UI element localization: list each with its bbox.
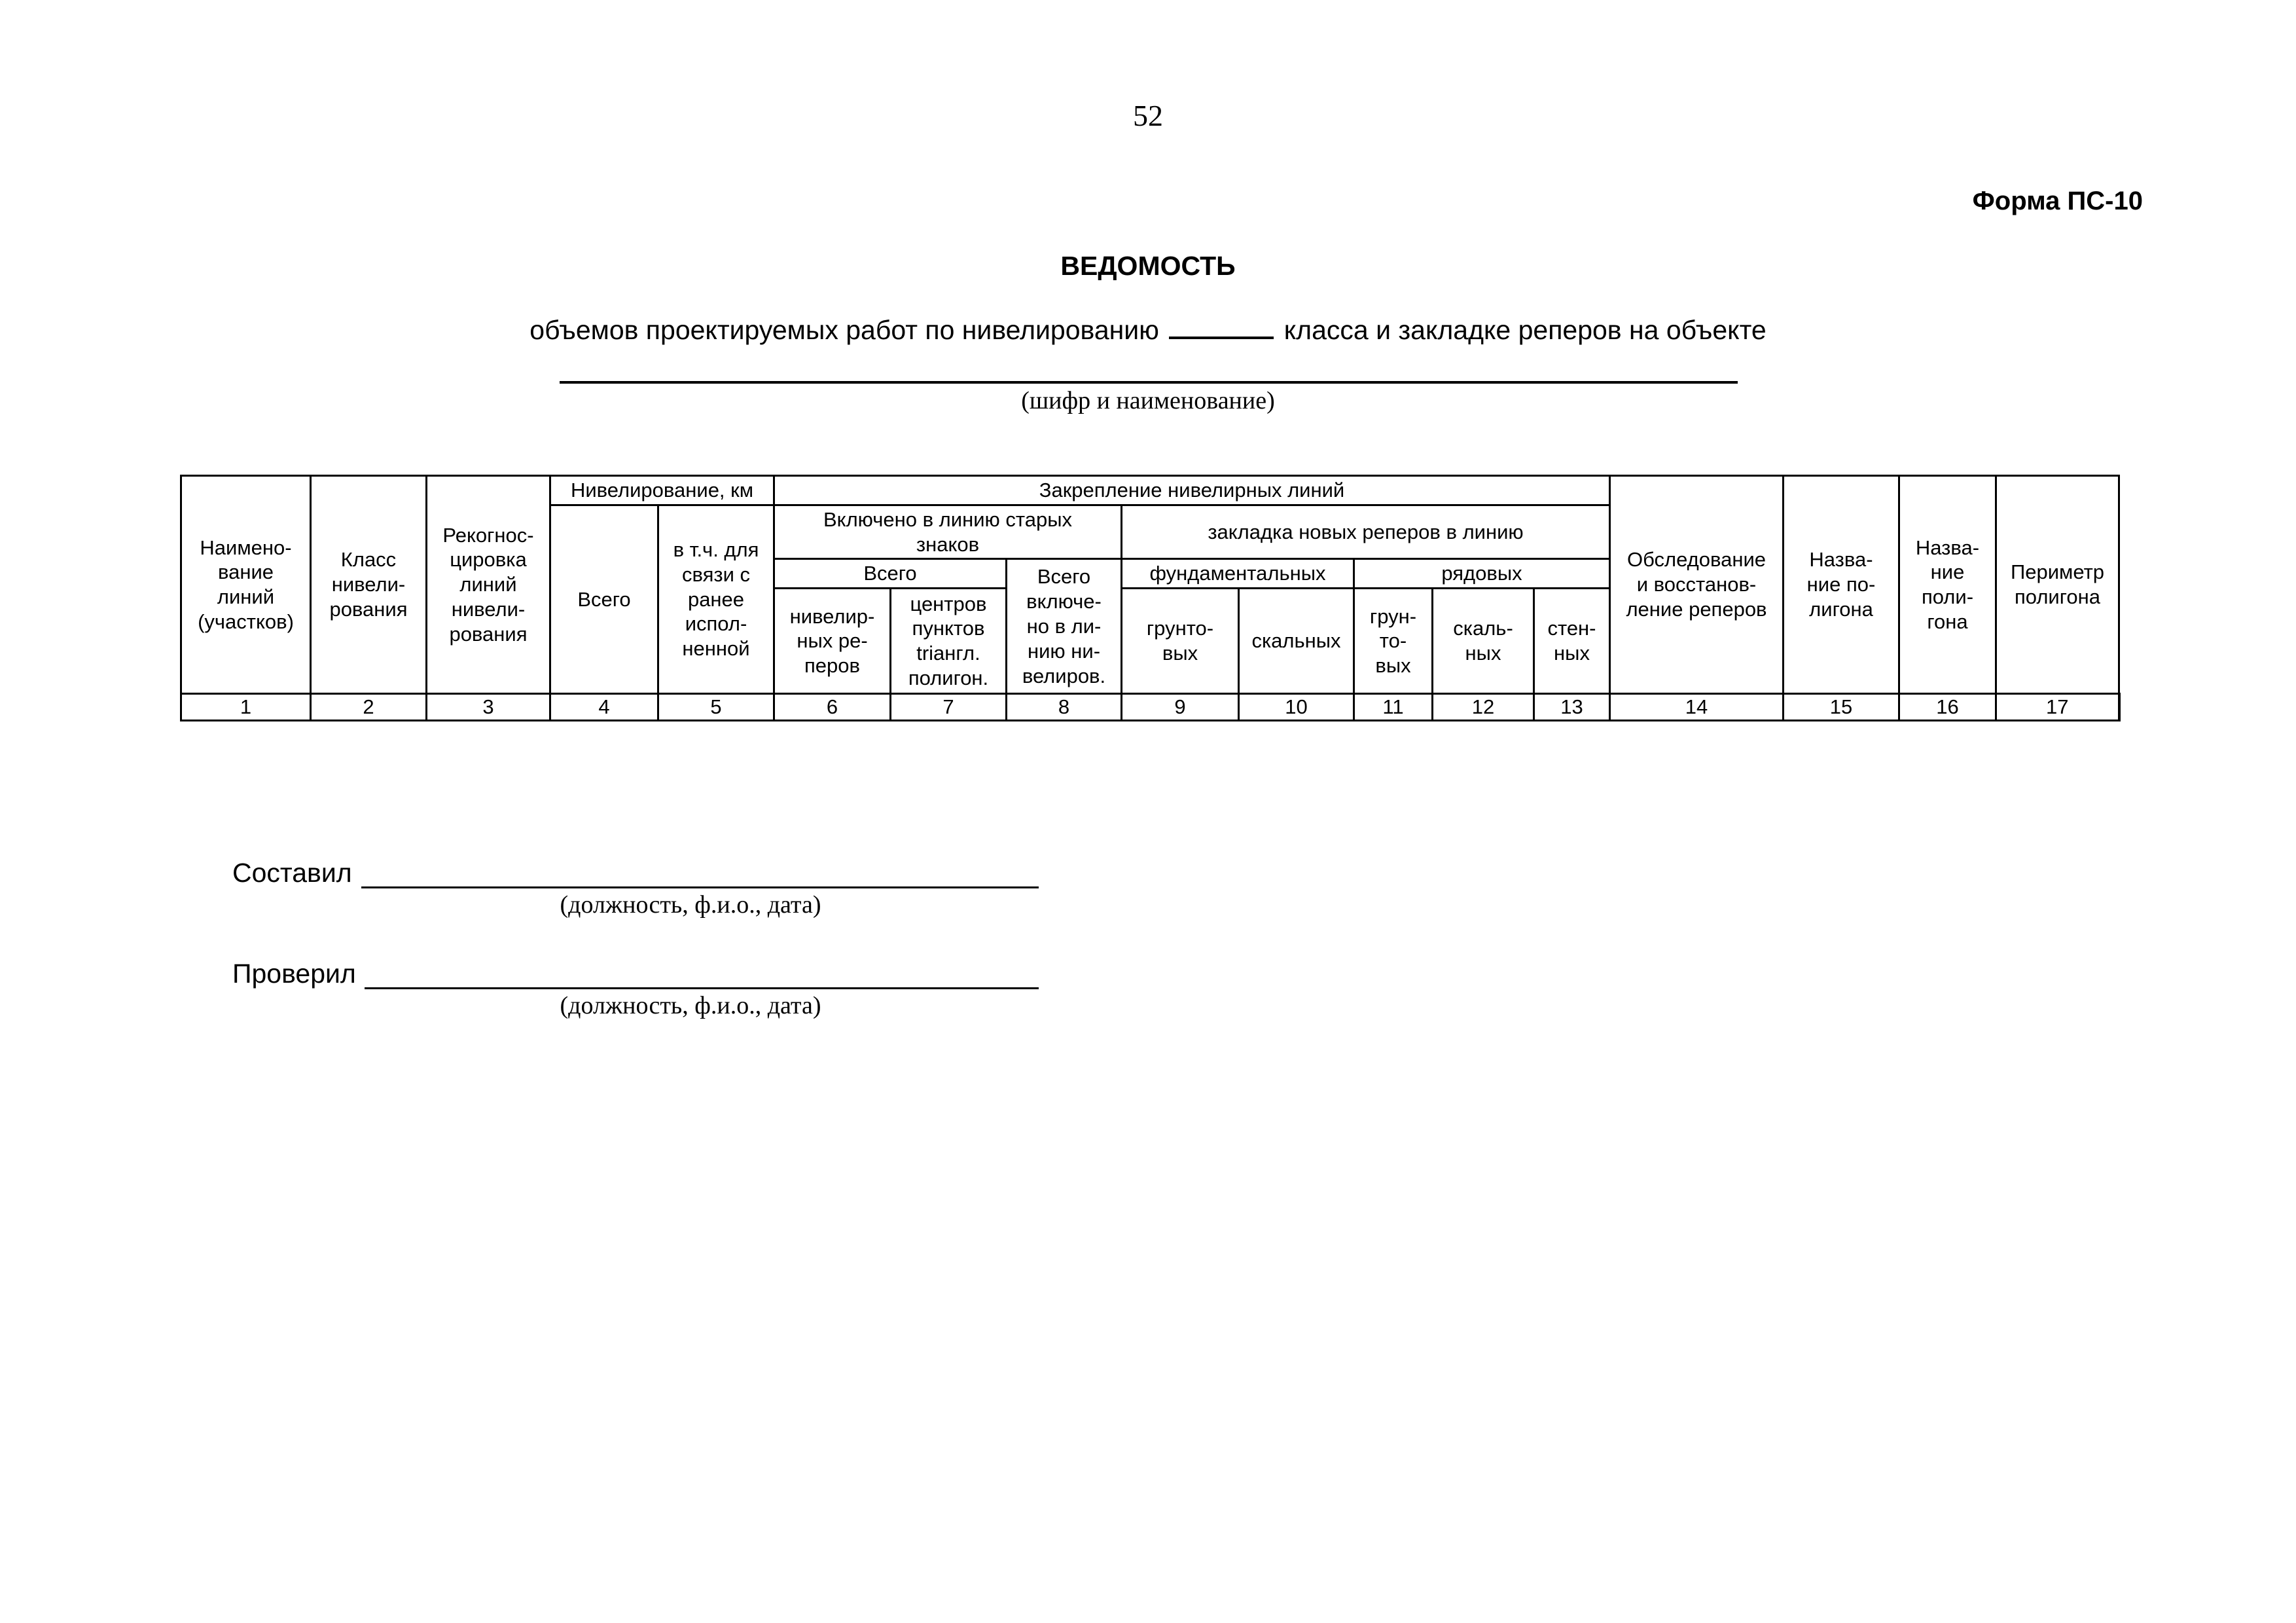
header-ordinary-wall: стен- ных — [1534, 589, 1610, 694]
column-numbers-row — [181, 694, 2119, 721]
column-number: 12 — [1433, 694, 1534, 721]
column-number: 4 — [550, 694, 658, 721]
header-old-total-included: Всего включе- но в ли- нию ни- велиров. — [1007, 559, 1122, 694]
checked-by-label: Проверил — [232, 958, 356, 989]
column-number: 17 — [1996, 694, 2119, 721]
compiled-by-field[interactable] — [361, 886, 1039, 888]
column-number: 14 — [1610, 694, 1784, 721]
header-ordinary-ground: грун- то- вых — [1354, 589, 1433, 694]
compiled-by-caption: (должность, ф.и.о., дата) — [560, 891, 821, 919]
header-ordinary: рядовых — [1354, 559, 1610, 589]
column-number: 7 — [891, 694, 1007, 721]
column-number: 13 — [1534, 694, 1610, 721]
header-old-marks: Включено в линию старых знаков — [774, 505, 1122, 559]
subtitle-text-after: класса и закладке реперов на объекте — [1283, 315, 1767, 345]
header-fundamental-ground: грунто- вых — [1122, 589, 1239, 694]
header-fundamental: фундаментальных — [1122, 559, 1354, 589]
object-name-field[interactable] — [560, 381, 1738, 384]
form-code: Форма ПС-10 — [1972, 187, 2143, 215]
column-number: 2 — [311, 694, 427, 721]
header-reconnaissance: Рекогнос- цировка линий нивели- рования — [427, 476, 550, 694]
header-old-triangulation: центров пунктов triангл. полигон. — [891, 589, 1007, 694]
subtitle-text-before: объемов проектируемых работ по нивелированию — [529, 315, 1159, 345]
header-leveling-including: в т.ч. для связи с ранее испол- ненной — [658, 505, 774, 693]
checked-by-caption: (должность, ф.и.о., дата) — [560, 992, 821, 1019]
checked-by-field[interactable] — [365, 987, 1039, 989]
object-caption: (шифр и наименование) — [1021, 387, 1275, 414]
document-title: ВЕДОМОСТЬ — [1060, 251, 1236, 281]
header-leveling-class: Класс нивели- рования — [311, 476, 427, 694]
header-fundamental-rock: скальных — [1239, 589, 1354, 694]
header-old-benchmarks: нивелир- ных ре- перов — [774, 589, 891, 694]
document-subtitle — [0, 313, 2296, 346]
header-old-total-group: Всего — [774, 559, 1007, 589]
header-fixing-group: Закрепление нивелирных линий — [774, 476, 1610, 505]
column-number: 11 — [1354, 694, 1433, 721]
column-number: 3 — [427, 694, 550, 721]
column-number: 1 — [181, 694, 311, 721]
header-polygon-name-1: Назва- ние по- лигона — [1784, 476, 1899, 694]
column-number: 5 — [658, 694, 774, 721]
column-number: 9 — [1122, 694, 1239, 721]
column-number: 15 — [1784, 694, 1899, 721]
volumes-table — [180, 475, 2121, 721]
column-number: 10 — [1239, 694, 1354, 721]
column-number: 16 — [1899, 694, 1996, 721]
class-blank-field[interactable] — [1169, 313, 1274, 339]
header-new-marks: закладка новых реперов в линию — [1122, 505, 1610, 559]
header-ordinary-rock: скаль- ных — [1433, 589, 1534, 694]
header-line-name: Наимено- вание линий (участков) — [181, 476, 311, 694]
header-leveling-total: Всего — [550, 505, 658, 693]
compiled-by-label: Составил — [232, 858, 352, 888]
page-number: 52 — [1133, 99, 1163, 132]
header-leveling-group: Нивелирование, км — [550, 476, 774, 505]
column-number: 8 — [1007, 694, 1122, 721]
header-polygon-perimeter: Периметр полигона — [1996, 476, 2119, 694]
header-polygon-name-2: Назва- ние поли- гона — [1899, 476, 1996, 694]
column-number: 6 — [774, 694, 891, 721]
header-survey-restoration: Обследование и восстанов- ление реперов — [1610, 476, 1784, 694]
